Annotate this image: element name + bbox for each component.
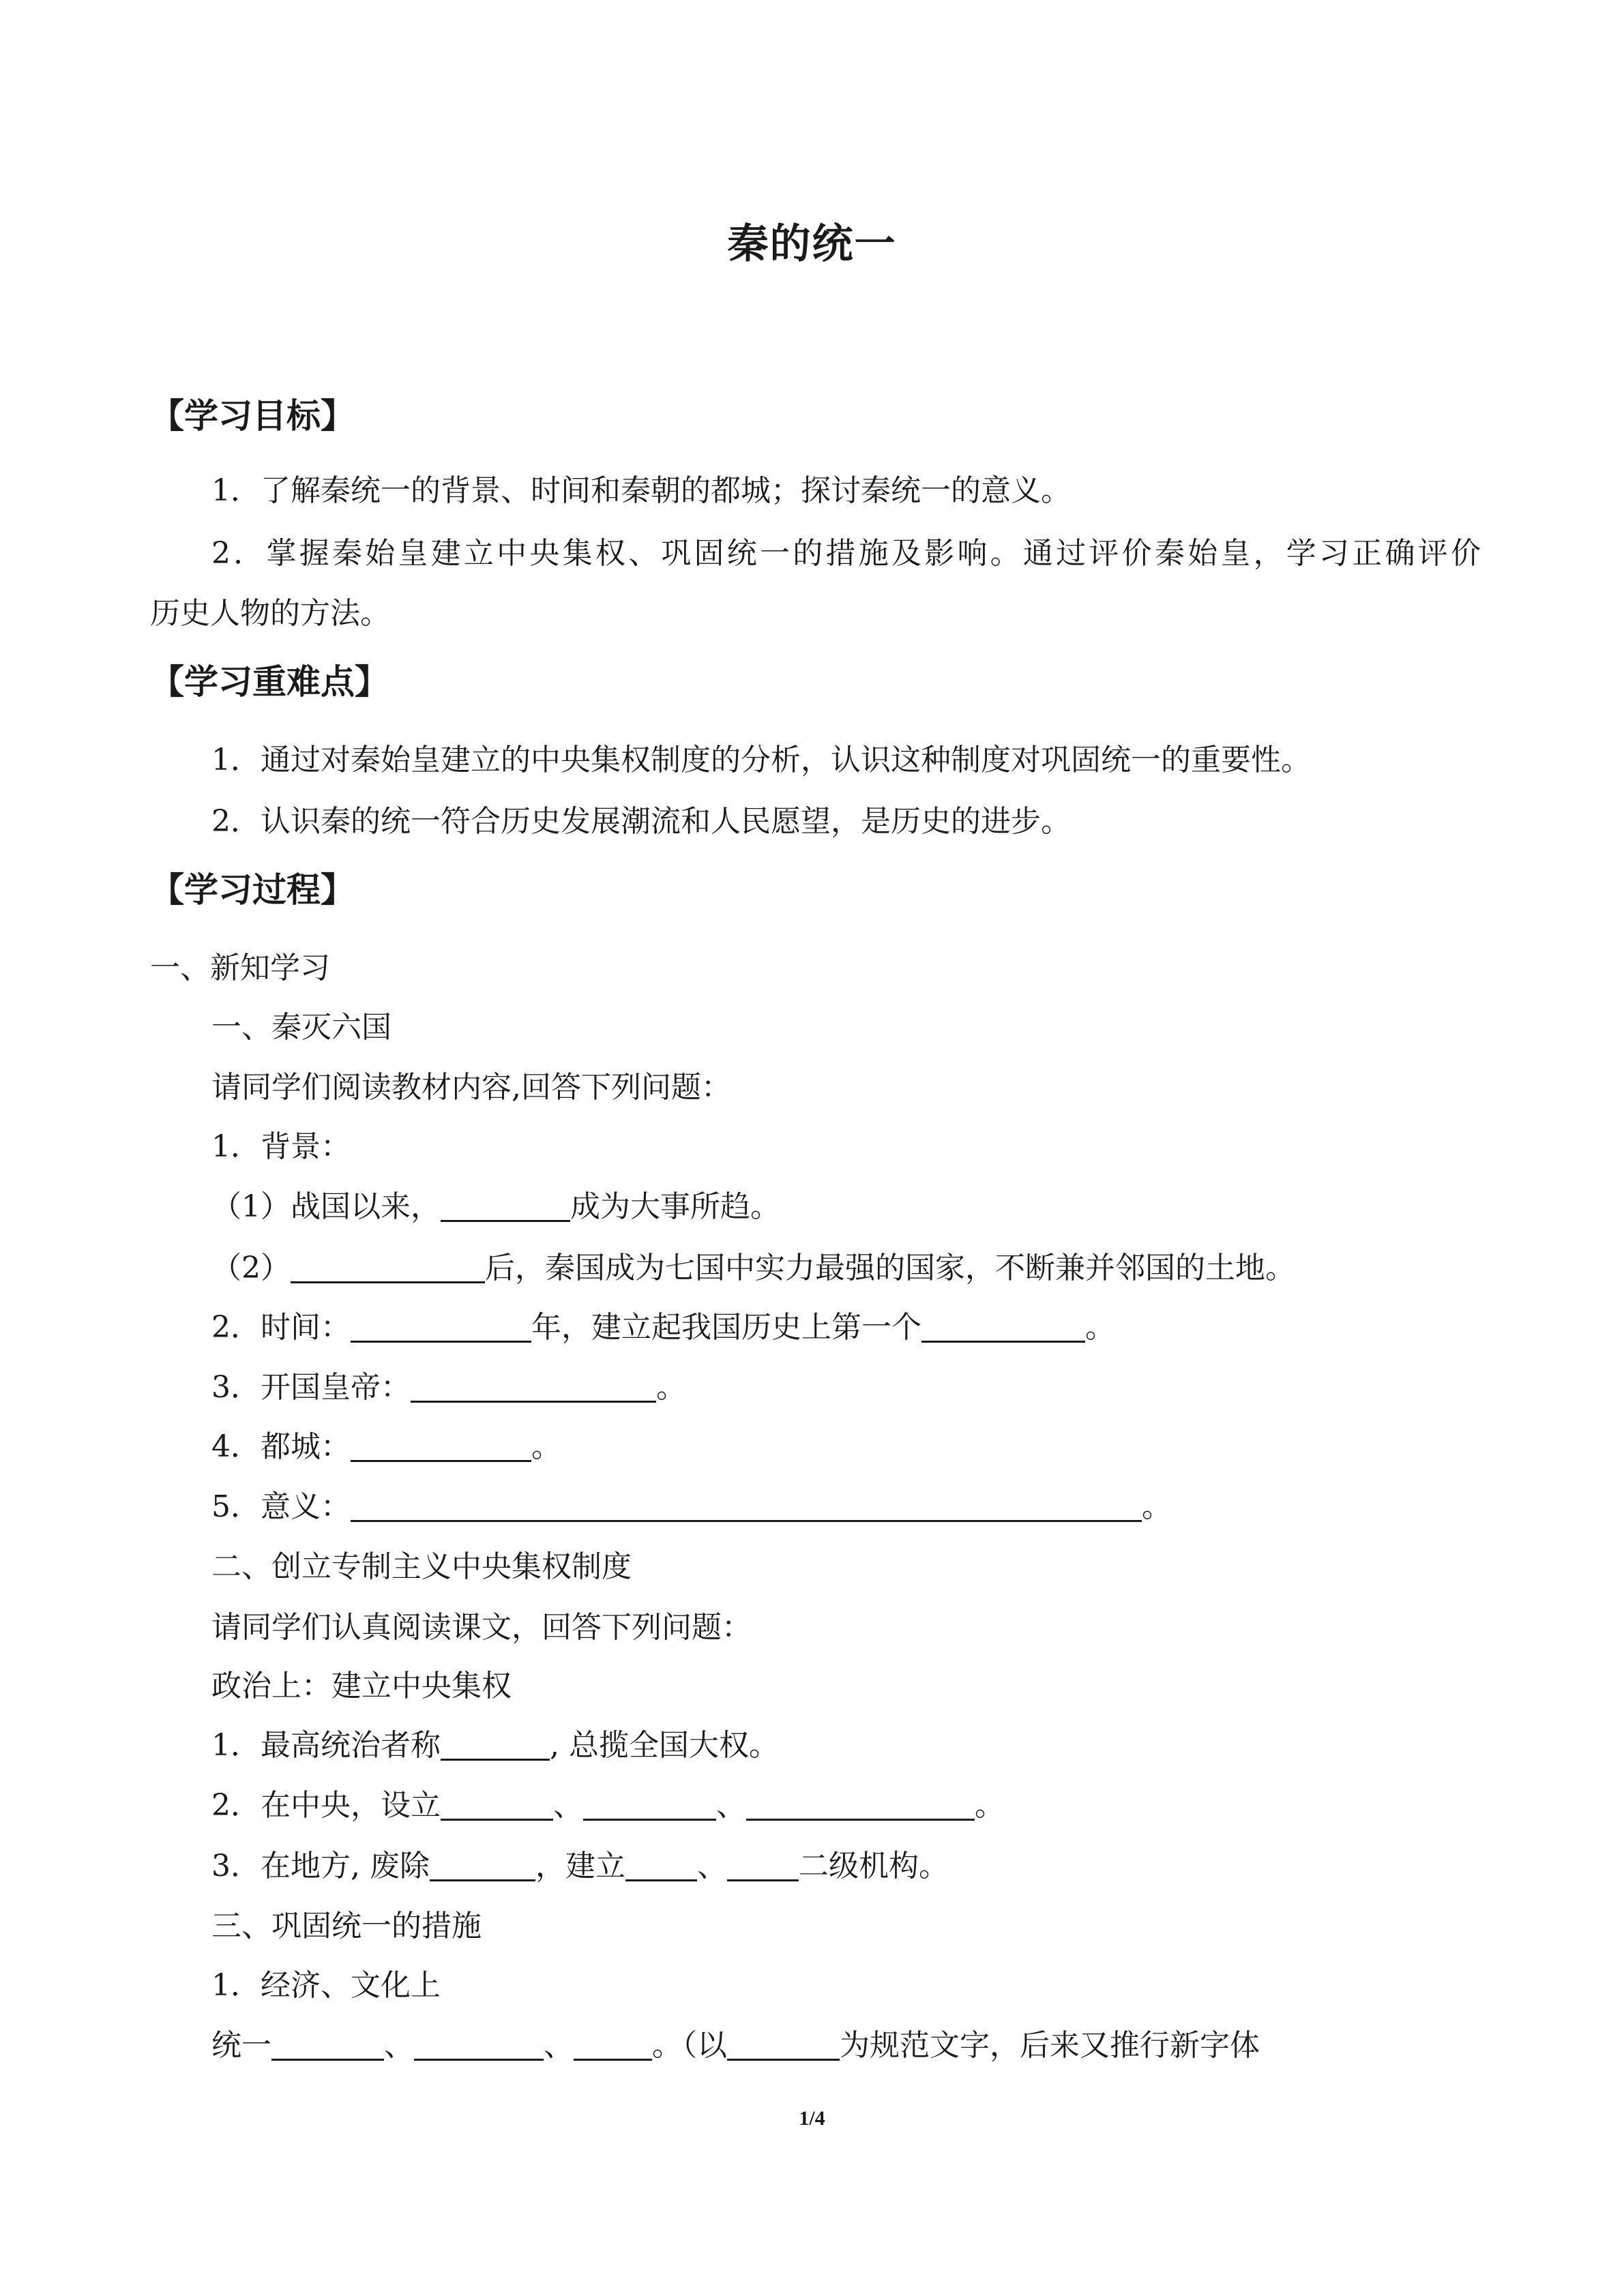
page-title: 秦的统一 bbox=[727, 220, 897, 268]
question-text: 二级机构。 bbox=[798, 1849, 949, 1883]
unit3-title: 三、巩固统一的措施 bbox=[211, 1909, 482, 1943]
answer-blank[interactable] bbox=[351, 1490, 1142, 1522]
answer-blank[interactable] bbox=[625, 1849, 697, 1881]
question-text: 成为大事所趋。 bbox=[570, 1189, 780, 1224]
unit3-q1 bbox=[211, 2025, 1260, 2066]
question-text: 。 bbox=[1085, 1310, 1115, 1345]
unit2-title: 二、创立专制主义中央集权制度 bbox=[211, 1549, 632, 1584]
answer-blank[interactable] bbox=[430, 1849, 535, 1881]
unit1-q1a bbox=[211, 1187, 780, 1227]
key-points-heading: 【学习重难点】 bbox=[150, 662, 389, 702]
unit1-q3 bbox=[211, 1367, 686, 1408]
question-text: 统一 bbox=[211, 2028, 271, 2063]
answer-blank[interactable] bbox=[351, 1311, 531, 1343]
question-text: （1）战国以来， bbox=[211, 1189, 441, 1224]
separator: 、 bbox=[553, 1788, 583, 1823]
unit2-q3 bbox=[211, 1846, 949, 1887]
unit1-q1-label: 1．背景： bbox=[211, 1129, 351, 1164]
answer-blank[interactable] bbox=[351, 1430, 531, 1462]
answer-blank[interactable] bbox=[583, 1789, 716, 1821]
answer-blank[interactable] bbox=[411, 1371, 656, 1403]
unit1-q1b bbox=[211, 1248, 1295, 1289]
answer-blank[interactable] bbox=[291, 1251, 485, 1283]
answer-blank[interactable] bbox=[441, 1789, 553, 1821]
question-text: 后，秦国成为七国中实力最强的国家，不断兼并邻国的土地。 bbox=[485, 1251, 1295, 1285]
answer-blank[interactable] bbox=[271, 2029, 384, 2061]
page-number: 1/4 bbox=[799, 2107, 825, 2130]
unit1-title: 一、秦灭六国 bbox=[211, 1010, 392, 1045]
question-text: （2） bbox=[211, 1251, 291, 1285]
unit3-q1-label: 1．经济、文化上 bbox=[211, 1968, 441, 2003]
answer-blank[interactable] bbox=[441, 1190, 570, 1222]
unit1-prompt: 请同学们阅读教材内容,回答下列问题： bbox=[211, 1070, 731, 1105]
goal-item-2: 2．掌握秦始皇建立中央集权、巩固统一的措施及影响。通过评价秦始皇，学习正确评价 bbox=[211, 536, 1481, 571]
question-text: ，建立 bbox=[535, 1849, 625, 1883]
question-text: 年，建立起我国历史上第一个 bbox=[531, 1310, 921, 1345]
answer-blank[interactable] bbox=[746, 1789, 975, 1821]
question-text: 。（以 bbox=[652, 2028, 727, 2063]
goals-heading: 【学习目标】 bbox=[150, 396, 355, 436]
separator: 、 bbox=[544, 2028, 574, 2063]
unit2-prompt: 请同学们认真阅读课文，回答下列问题： bbox=[211, 1610, 752, 1645]
question-text: 。 bbox=[1142, 1489, 1172, 1524]
separator: 、 bbox=[716, 1788, 746, 1823]
question-text: , 总揽全国大权。 bbox=[550, 1728, 779, 1763]
answer-blank[interactable] bbox=[921, 1311, 1085, 1343]
answer-blank[interactable] bbox=[727, 1849, 799, 1881]
part-label: 一、新知学习 bbox=[150, 951, 330, 985]
goal-item-1: 1．了解秦统一的背景、时间和秦朝的都城；探讨秦统一的意义。 bbox=[211, 473, 1071, 508]
question-text: 4．都城： bbox=[211, 1429, 351, 1464]
question-text: 3．在地方, 废除 bbox=[211, 1849, 430, 1883]
question-text: 。 bbox=[531, 1429, 561, 1464]
question-text: 2．时间： bbox=[211, 1310, 351, 1345]
goal-item-2-cont: 历史人物的方法。 bbox=[150, 596, 390, 631]
unit1-q5 bbox=[211, 1487, 1172, 1527]
question-text: 。 bbox=[656, 1370, 686, 1405]
process-heading: 【学习过程】 bbox=[150, 870, 355, 910]
unit1-q4 bbox=[211, 1427, 561, 1467]
key-point-item-1: 1．通过对秦始皇建立的中央集权制度的分析，认识这种制度对巩固统一的重要性。 bbox=[211, 743, 1311, 777]
key-point-item-2: 2．认识秦的统一符合历史发展潮流和人民愿望，是历史的进步。 bbox=[211, 804, 1071, 839]
answer-blank[interactable] bbox=[414, 2029, 544, 2061]
question-text: 。 bbox=[975, 1788, 1005, 1823]
question-text: 1．最高统治者称 bbox=[211, 1728, 441, 1763]
answer-blank[interactable] bbox=[441, 1729, 550, 1761]
unit1-q2 bbox=[211, 1307, 1115, 1348]
question-text: 3．开国皇帝： bbox=[211, 1370, 411, 1405]
separator: 、 bbox=[696, 1849, 727, 1883]
question-text: 2．在中央，设立 bbox=[211, 1788, 441, 1823]
answer-blank[interactable] bbox=[574, 2029, 652, 2061]
question-text: 5．意义： bbox=[211, 1489, 351, 1524]
unit2-q1 bbox=[211, 1725, 779, 1766]
unit2-q2 bbox=[211, 1785, 1005, 1826]
separator: 、 bbox=[384, 2028, 414, 2063]
answer-blank[interactable] bbox=[727, 2029, 840, 2061]
question-text: 为规范文字，后来又推行新字体 bbox=[840, 2028, 1260, 2063]
unit2-subtitle: 政治上：建立中央集权 bbox=[211, 1669, 512, 1703]
